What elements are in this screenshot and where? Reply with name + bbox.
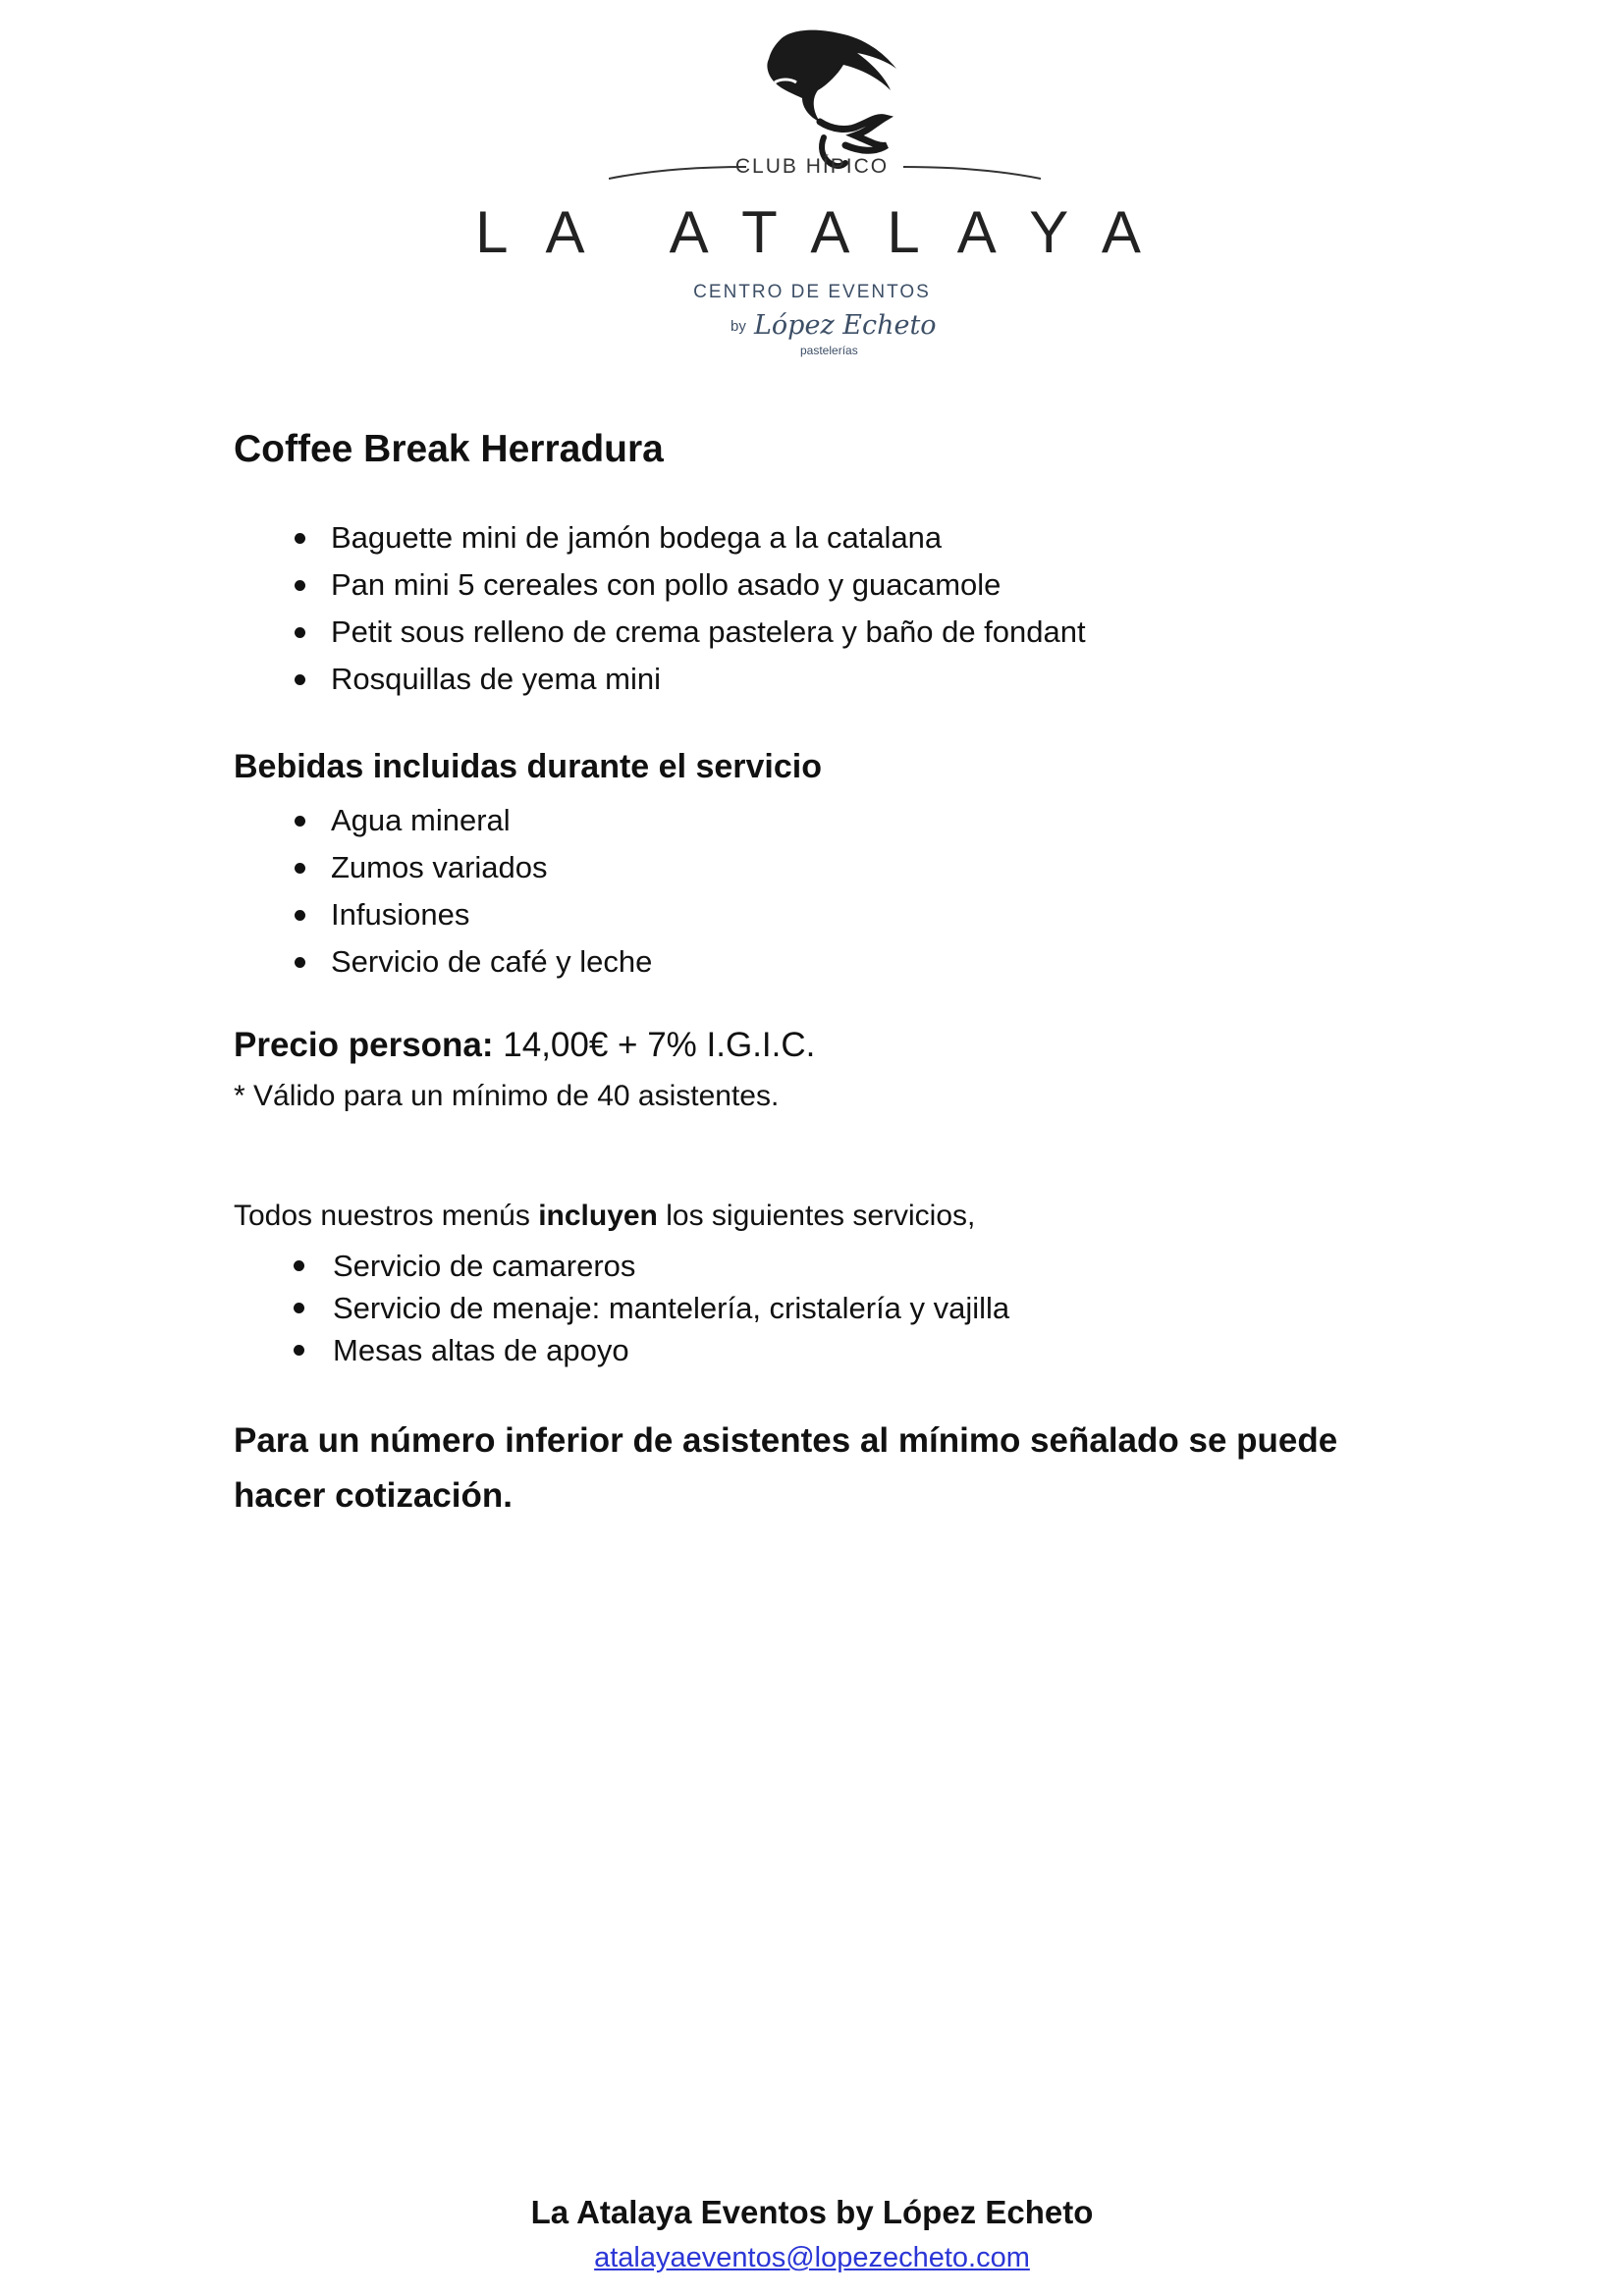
bullet-icon [294, 1345, 304, 1356]
bullet-icon [295, 910, 305, 921]
footer-email-line [0, 2242, 1624, 2274]
list-item: Zumos variados [234, 844, 652, 891]
closing-note: Para un número inferior de asistentes al mínimo señalado se puede hacer cotización. [234, 1421, 1338, 1515]
list-item: Servicio de camareros [234, 1245, 1009, 1287]
list-item: Baguette mini de jamón bodega a la catalana [234, 514, 1086, 561]
list-item: Servicio de menaje: mantelería, cristalería y vajilla [234, 1287, 1009, 1329]
bullet-icon [295, 863, 305, 874]
services-list [234, 1245, 1009, 1371]
services-intro: Todos nuestros menús incluyen los siguientes servicios, [234, 1200, 976, 1232]
list-item: Mesas altas de apoyo [234, 1329, 1009, 1371]
bullet-icon [295, 533, 305, 544]
list-item: Petit sous relleno de crema pastelera y baño de fondant [234, 609, 1086, 656]
price-label: Precio persona: [234, 1026, 494, 1064]
bullet-icon [295, 580, 305, 591]
list-item: Infusiones [234, 891, 652, 938]
page-title: Coffee Break Herradura [234, 428, 664, 470]
footer-email-link[interactable]: atalayaeventos@lopezecheto.com [594, 2242, 1030, 2273]
logo-lopez-signature: López Echeto [754, 310, 937, 341]
list-item: Servicio de café y leche [234, 938, 652, 986]
logo-club-text: CLUB HÍPICO [734, 155, 890, 178]
bullet-icon [295, 627, 305, 638]
bullet-icon [295, 816, 305, 827]
bullet-icon [294, 1303, 304, 1313]
logo-by-text: by [731, 318, 746, 335]
bullet-icon [295, 957, 305, 968]
menu-list [234, 514, 1086, 703]
logo-pastelerias-text: pastelerías [800, 344, 858, 357]
bullet-icon [295, 674, 305, 685]
price-line [234, 1026, 815, 1065]
drinks-list [234, 797, 652, 986]
list-item: Rosquillas de yema mini [234, 656, 1086, 703]
footer-company-name: La Atalaya Eventos by López Echeto [530, 2194, 1094, 2230]
list-item: Pan mini 5 cereales con pollo asado y guacamole [234, 561, 1086, 609]
price-note: * Válido para un mínimo de 40 asistentes. [234, 1080, 780, 1112]
logo-centro-text: CENTRO DE EVENTOS [693, 282, 931, 302]
list-item: Agua mineral [234, 797, 652, 844]
logo-brand-text: LA ATALAYA [475, 199, 1178, 265]
price-value: 14,00€ + 7% I.G.I.C. [503, 1026, 816, 1064]
drinks-heading: Bebidas incluidas durante el servicio [234, 748, 822, 785]
bullet-icon [294, 1260, 304, 1271]
